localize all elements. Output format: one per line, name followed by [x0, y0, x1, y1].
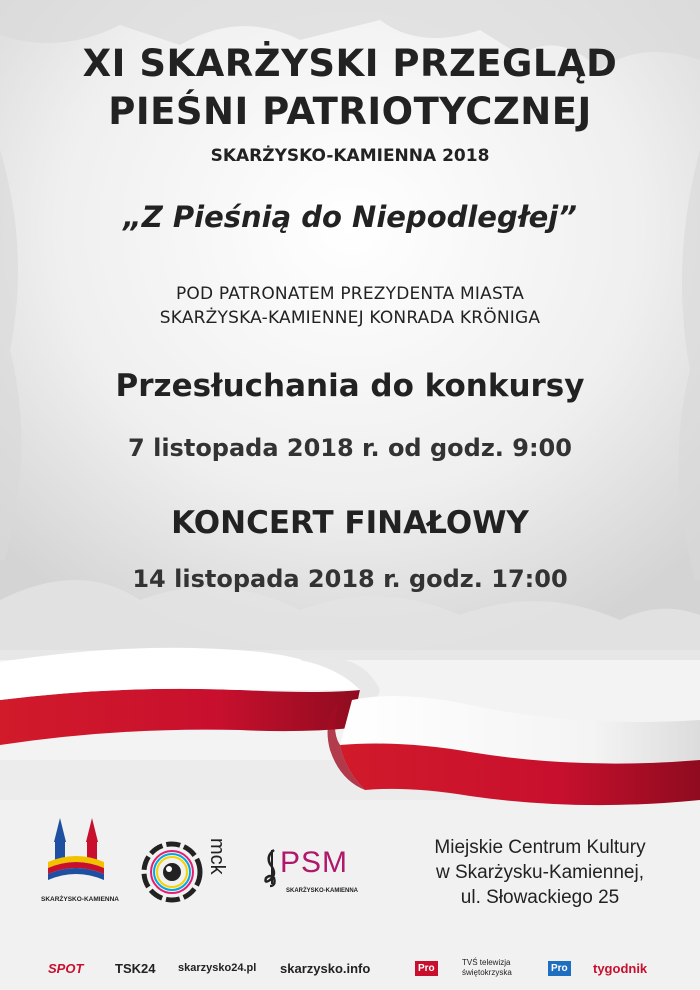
city-logo-label: SKARŻYSKO-KAMIENNA [41, 896, 119, 903]
sponsor-skarzysko24: skarzysko24.pl [178, 962, 257, 974]
city-logo [40, 810, 120, 910]
psm-logo [260, 848, 360, 898]
sponsor-pro-2 [548, 953, 571, 983]
title-line-1: XI SKARŻYSKI PRZEGLĄD [82, 42, 618, 85]
auditions-heading: Przesłuchania do konkursy [115, 368, 585, 404]
sponsor-tvs: TVŚ telewizja świętokrzyska [462, 958, 512, 977]
psm-sub-label: SKARŻYSKO-KAMIENNA [286, 888, 358, 894]
sponsor-tygodnik: tygodnik [593, 960, 648, 976]
venue-line-2: w Skarżysku-Kamiennej, [435, 862, 645, 883]
subtitle: SKARŻYSKO-KAMIENNA 2018 [210, 146, 490, 166]
pro-badge-2: Pro [548, 961, 571, 976]
motto: „Z Pieśnią do Niepodległej” [123, 200, 577, 234]
final-date: 14 listopada 2018 r. godz. 17:00 [132, 565, 568, 593]
patronage-line-2: SKARŻYSKA-KAMIENNEJ KONRADA KRÖNIGA [159, 308, 541, 328]
venue-line-1: Miejskie Centrum Kultury [434, 837, 646, 858]
auditions-date: 7 listopada 2018 r. od godz. 9:00 [128, 434, 572, 462]
mck-eye-icon [138, 838, 208, 908]
final-heading: KONCERT FINAŁOWY [171, 505, 529, 541]
sponsor-spot: SPOT [48, 960, 84, 976]
psm-label: PSM [280, 846, 349, 879]
sponsor-pro [415, 953, 438, 983]
sponsor-skarzysko-info: skarzysko.info [280, 960, 371, 976]
mck-logo [138, 838, 248, 908]
venue [405, 835, 675, 910]
sponsor-tsk24: TSK24 [115, 960, 156, 976]
pro-badge: Pro [415, 961, 438, 976]
city-emblem-icon [40, 810, 120, 890]
patronage-line-1: POD PATRONATEM PREZYDENTA MIASTA [175, 284, 525, 304]
venue-line-3: ul. Słowackiego 25 [460, 887, 620, 908]
title-line-2: PIEŚNI PATRIOTYCZNEJ [108, 90, 592, 133]
mck-label: mck [206, 838, 228, 875]
